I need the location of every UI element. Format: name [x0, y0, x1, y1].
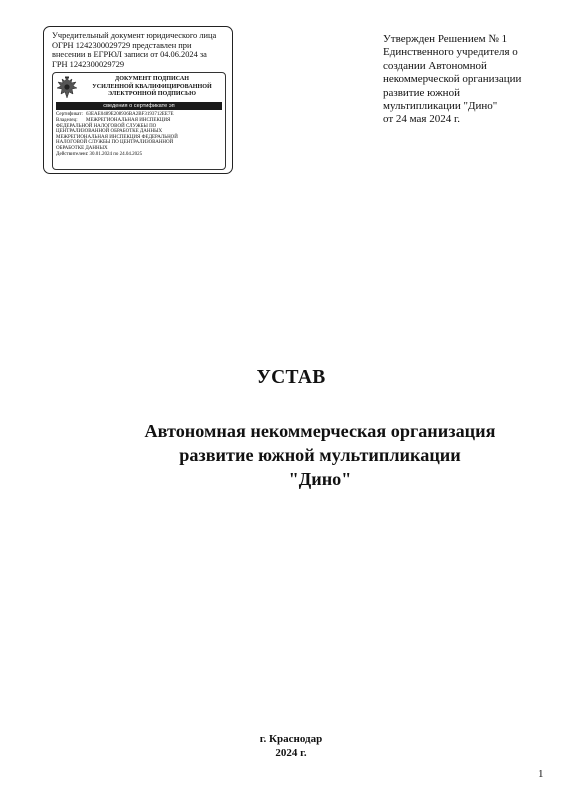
- organization-name: [60, 419, 580, 491]
- cert-value: МЕЖРЕГИОНАЛЬНАЯ ИНСПЕКЦИЯ: [86, 117, 171, 123]
- org-line: Автономная некоммерческая организация: [144, 421, 496, 441]
- stamp-header: [52, 31, 226, 69]
- cert-value: 63EAE0489E208936BA2BF3193712EE7E: [86, 112, 174, 118]
- stamp-header-line: внесении в ЕГРЮЛ записи от 04.06.2024 за: [52, 50, 207, 60]
- cert-value: НАЛОГОВОЙ СЛУЖБЫ ПО ЦЕНТРАЛИЗОВАННОЙ: [56, 140, 174, 146]
- approval-line: Утвержден Решением № 1: [383, 33, 508, 45]
- cert-value: ЦЕНТРАЛИЗОВАННОЙ ОБРАБОТКЕ ДАННЫХ: [56, 129, 163, 135]
- city: г. Краснодар: [259, 733, 323, 745]
- signed-line: УСИЛЕННОЙ КВАЛИФИЦИРОВАННОЙ: [92, 83, 212, 90]
- approval-line: Единственного учредителя о: [383, 46, 518, 59]
- cert-value: ФЕДЕРАЛЬНОЙ НАЛОГОВОЙ СЛУЖБЫ ПО: [56, 123, 157, 129]
- org-line: развитие южной мультипликации: [179, 445, 461, 465]
- cert-value: с 30.01.2024 по 24.04.2025: [86, 151, 143, 157]
- certificate-bar: сведения о сертификате эп: [56, 102, 222, 110]
- place-and-year: [0, 733, 582, 760]
- approval-line: мультипликации "Дино": [383, 100, 498, 113]
- approval-line: создании Автономной: [383, 59, 487, 72]
- approval-line: некоммерческой организации: [383, 73, 522, 86]
- stamp-header-line: ОГРН 1242300029729 представлен при: [52, 40, 192, 50]
- electronic-signature-stamp: [43, 26, 233, 174]
- approval-line: от 24 мая 2024 г.: [383, 113, 461, 126]
- approval-line: развитие южной: [383, 86, 460, 99]
- certificate-details: [56, 112, 222, 157]
- russian-eagle-emblem-icon: [56, 76, 78, 100]
- org-line: "Дино": [288, 469, 352, 489]
- document-title: УСТАВ: [256, 367, 326, 388]
- cert-key: Владелец:: [56, 117, 78, 123]
- year: 2024 г.: [275, 746, 307, 759]
- cert-key: Сертификат:: [56, 112, 83, 118]
- cert-key: Действителен:: [56, 151, 87, 157]
- signed-line: ДОКУМЕНТ ПОДПИСАН: [115, 76, 189, 83]
- cert-value: ОБРАБОТКЕ ДАННЫХ: [56, 145, 108, 151]
- cert-value: МЕЖРЕГИОНАЛЬНАЯ ИНСПЕКЦИЯ ФЕДЕРАЛЬНОЙ: [56, 134, 178, 140]
- signature-block: [52, 72, 226, 170]
- cert-row: [56, 152, 222, 158]
- approval-note: [383, 33, 558, 127]
- signed-caption: [82, 76, 222, 98]
- page-number: 1: [538, 768, 544, 780]
- stamp-header-line: ГРН 1242300029729: [52, 59, 125, 69]
- signed-line: ЭЛЕКТРОННОЙ ПОДПИСЬЮ: [108, 90, 196, 97]
- stamp-header-line: Учредительный документ юридического лица: [52, 31, 217, 40]
